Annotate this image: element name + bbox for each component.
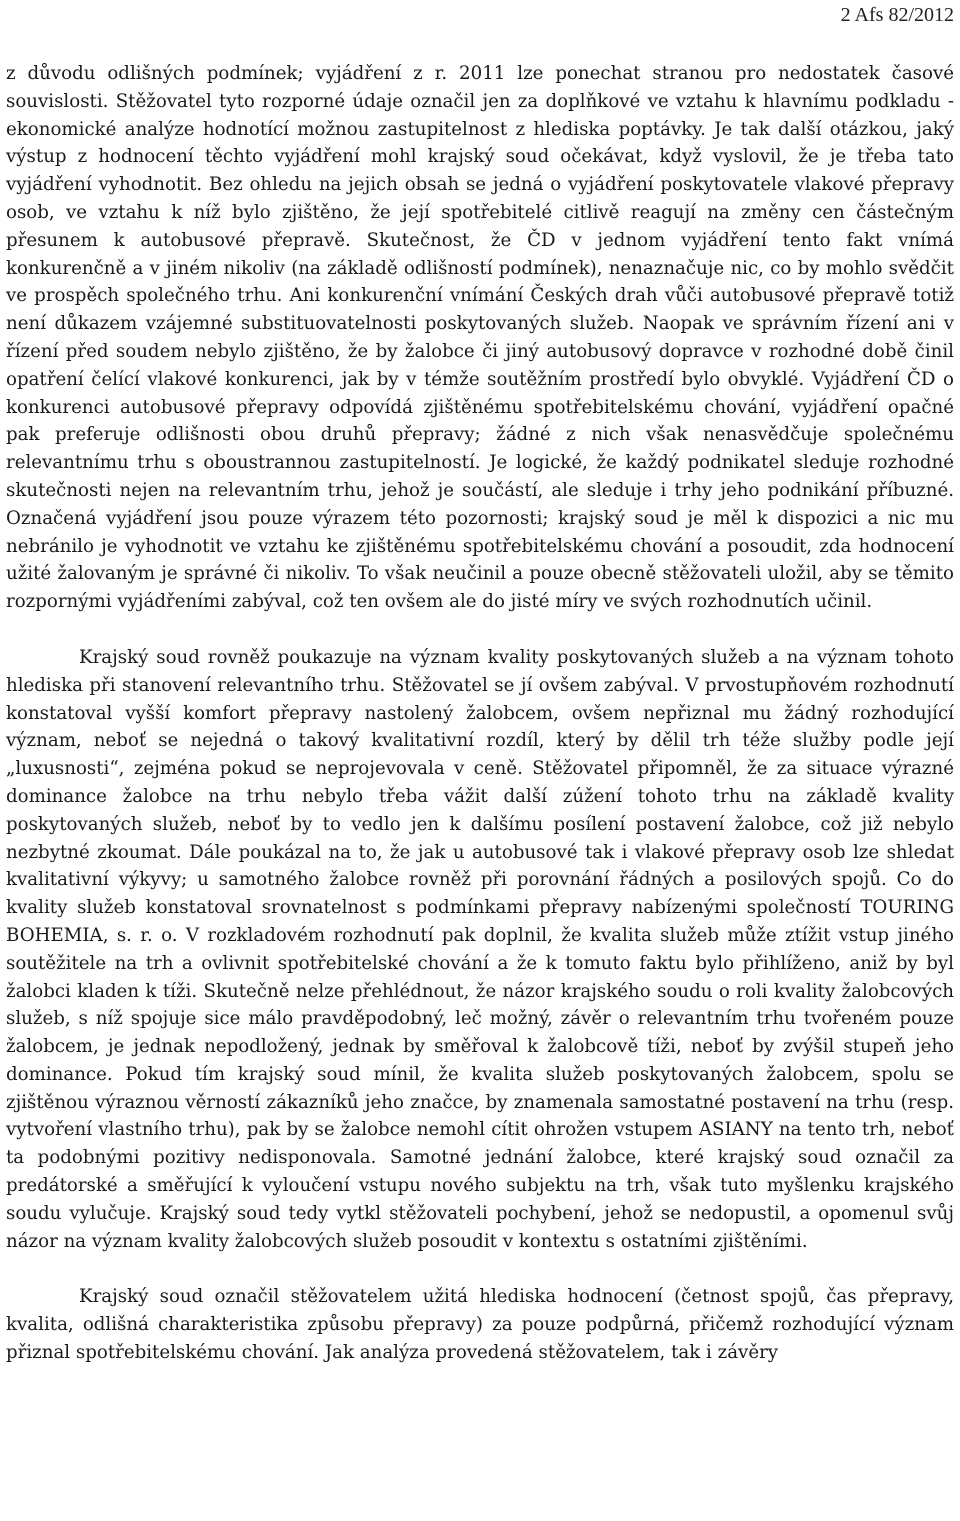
paragraph-assessment-criteria: Krajský soud označil stěžovatelem užitá hlediska hodnocení (četnost spojů, čas přepravy, kvalita, odlišná charakteristika způsobu přepravy) za pouze podpůrná, přičemž rozhodující význam přiznal spotřebitelskému chování. Jak analýza provedená stěžovatelem, tak i závěry — [6, 1286, 954, 1364]
case-reference: 2 Afs 82/2012 — [840, 4, 954, 26]
document-page — [6, 0, 954, 1521]
document-body — [6, 60, 954, 1367]
paragraph-evidence-assessment: z důvodu odlišných podmínek; vyjádření z r. 2011 lze ponechat stranou pro nedostatek časové souvislosti. Stěžovatel tyto rozporné údaje označil jen za doplňkové ve vztahu k hlavnímu podkladu - ekonomické analýze hodnotící možnou zastupitelnost z hlediska poptávky. Je tak další otázkou, jaký výstup z hodnocení těchto vyjádření mohl krajský soud očekávat, když vyslovil, že je třeba tato vyjádření vyhodnotit. Bez ohledu na jejich obsah se jedná o vyjádření poskytovatele vlakové přepravy osob, ve vztahu k níž bylo zjištěno, že její spotřebitelé citlivě reagují na změny cen částečným přesunem k autobusové přepravě. Skutečnost, že ČD v jednom vyjádření tento fakt vnímá konkurenčně a v jiném nikoliv (na základě odlišností podmínek), nenaznačuje nic, co by mohlo svědčit ve prospěch společného trhu. Ani konkurenční vnímání Českých drah vůči autobusové přepravě totiž není důkazem vzájemné substituovatelnosti poskytovaných služeb. Naopak ve správním řízení ani v řízení před soudem nebylo zjištěno, že by žalobce či jiný autobusový dopravce v rozhodné době činil opatření čelící vlakové konkurenci, jak by v témže soutěžním prostředí bylo obvyklé. Vyjádření ČD o konkurenci autobusové přepravy odpovídá zjištěnému spotřebitelskému chování, vyjádření opačné pak preferuje odlišnosti obou druhů přepravy; žádné z nich však nenasvědčuje společnému relevantnímu trhu s oboustrannou zastupitelností. Je logické, že každý podnikatel sleduje rozhodné skutečnosti nejen na relevantním trhu, jehož je součástí, ale sleduje i trhy jeho podnikání příbuzné. Označená vyjádření jsou pouze výrazem této pozornosti; krajský soud je měl k dispozici a nic mu nebránilo je vyhodnotit ve vztahu ke zjištěnému spotřebitelskému chování a posoudit, zda hodnocení užité žalovaným je správné či nikoliv. To však neučinil a pouze obecně stěžovateli uložil, aby se těmito rozpornými vyjádřeními zabýval, což ten ovšem ale do jisté míry ve svých rozhodnutích učinil. — [6, 63, 954, 613]
paragraph-spacer — [6, 616, 954, 644]
paragraph-service-quality: Krajský soud rovněž poukazuje na význam kvality poskytovaných služeb a na význam tohoto hlediska při stanovení relevantního trhu. Stěžovatel se jí ovšem zabýval. V prvostupňovém rozhodnutí konstatoval vyšší komfort přepravy nastolený žalobcem, ovšem nepřiznal mu žádný rozhodující význam, neboť se nejedná o takový kvalitativní rozdíl, který by dělil trh téže služby podle její „luxusnosti“, zejména pokud se neprojevovala v ceně. Stěžovatel připomněl, že za situace výrazné dominance žalobce na trhu nebylo třeba vážit další zúžení tohoto trhu na základě kvality poskytovaných služeb, neboť by to vedlo jen k dalšímu posílení postavení žalobce, což již nebylo nezbytné zkoumat. Dále poukázal na to, že jak u autobusové tak i vlakové přepravy osob lze shledat kvalitativní výkyvy; u samotného žalobce rovněž při porovnání řádných a posilových spojů. Co do kvality služeb konstatoval srovnatelnost s podmínkami přepravy nabízenými společností TOURING BOHEMIA, s. r. o. V rozkladovém rozhodnutí pak doplnil, že kvalita služeb může ztížit vstup jiného soutěžitele na trh a ovlivnit spotřebitelské chování a že k tomuto faktu bylo přihlíženo, aniž by byl žalobci kladen k tíži. Skutečně nelze přehlédnout, že názor krajského soudu o roli kvality žalobcových služeb, s níž spojuje sice málo pravděpodobný, leč možný, závěr o relevantním trhu tvořeném pouze žalobcem, je jednak nepodložený, jednak by směřoval k žalobcově tíži, neboť by zvýšil stupeň jeho dominance. Pokud tím krajský soud mínil, že kvalita služeb poskytovaných žalobcem, spolu se zjištěnou výraznou věrností zákazníků jeho značce, by znamenala samostatné postavení na trhu (resp. vytvoření vlastního trhu), pak by se žalobce nemohl cítit ohrožen vstupem ASIANY na tento trh, neboť ta podobnými pozitivy nedisponovala. Samotné jednání žalobce, které krajský soud označil za predátorské a směřující k vyloučení vstupu nového subjektu na trh, však tuto myšlenku krajského soudu vylučuje. Krajský soud tedy vytkl stěžovateli pochybení, jehož se nedopustil, a opomenul svůj názor na význam kvality žalobcových služeb posoudit v kontextu s ostatními zjištěními. — [6, 646, 954, 1252]
paragraph-spacer — [6, 1255, 954, 1283]
